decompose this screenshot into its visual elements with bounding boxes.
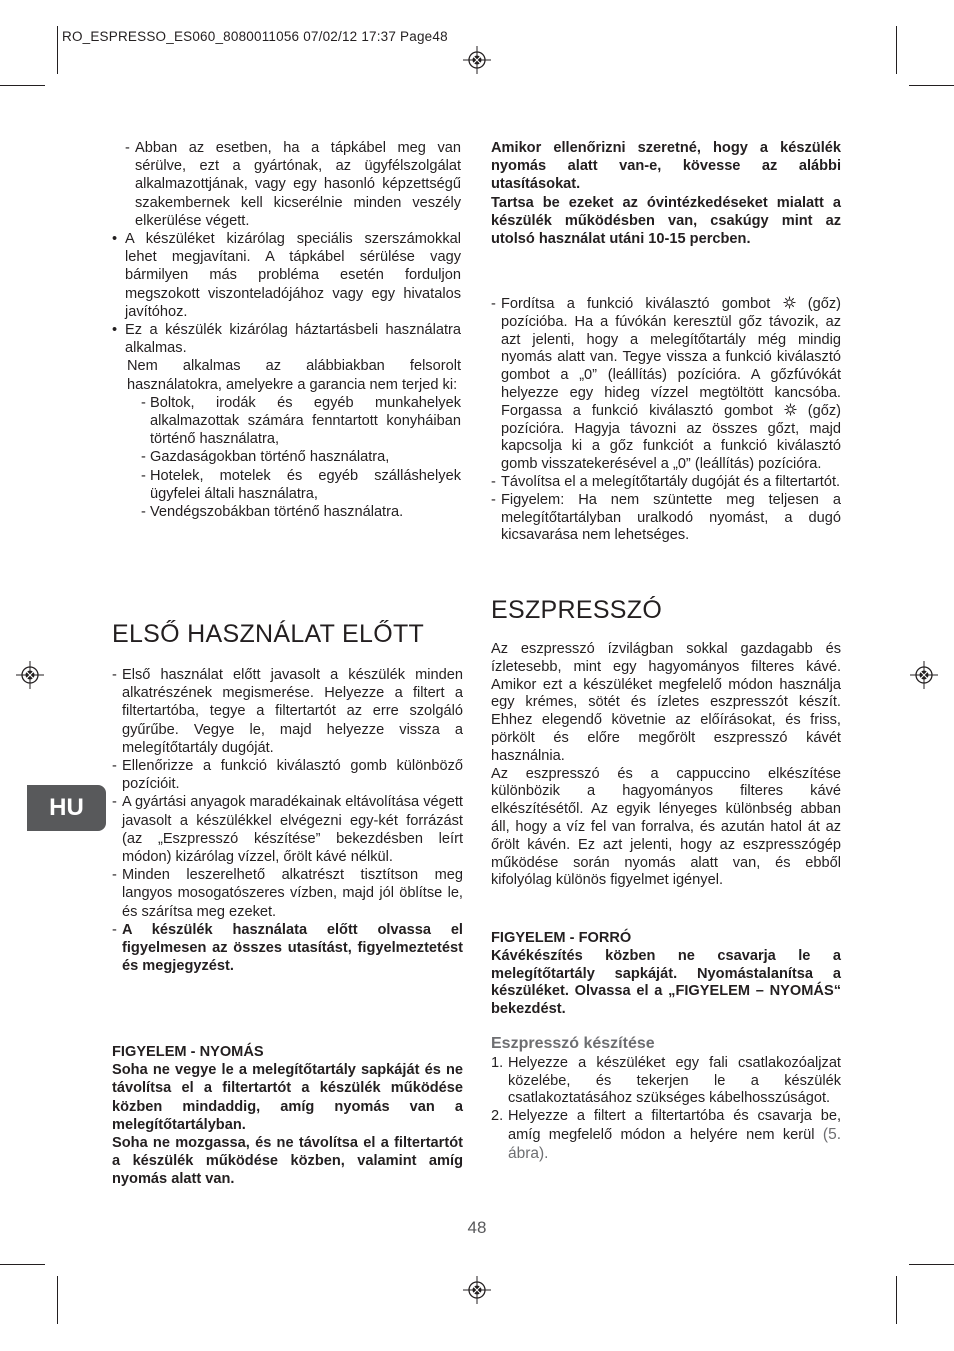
crop-mark (0, 85, 45, 86)
dash-marker: - (112, 794, 117, 811)
dash-marker: - (491, 296, 496, 312)
warning-title: FIGYELEM - NYOMÁS (112, 1044, 264, 1060)
warning-title: FIGYELEM - FORRÓ (491, 930, 632, 946)
crop-mark (909, 85, 954, 86)
dash-marker: - (112, 867, 117, 884)
list-item: A készülék használata előtt olvassa el figyelmesen az összes utasítást, figyelmeztetést és megjegyzést. (122, 921, 463, 975)
paragraph: Az eszpresszó ízvilágban sokkal gazdagabb és ízletesebb, mint egy hagyományos filteres kávé. Amikor ezt a készüléket megfelelő módon használja egy krémes, sötét és ízletes eszpresszót készít. Ehhez elegendő követnie az előírásokat, és friss, pörkölt és előre megőrölt eszpresszó kávét használnia. (491, 641, 841, 764)
step-text: Helyezze a filtert a filtertartóba és csavarja be, amíg megfelelő módon a helyére nem kerül (508, 1108, 841, 1143)
paragraph: Az eszpresszó és a cappuccino elkészítése különbözik a hagyományos filteres kávé elkészítésétől. Az egyik lényeges különbség abban áll, hogy a víz fel van forralva, és azután hatol át az őrölt kávén. Ez azt jelenti, hogy az eszpresszógép működése során nyomás alatt van, és ebből kifolyólag különös figyelmet igényel. (491, 765, 841, 889)
dash-marker: - (491, 473, 496, 490)
warning-text: Soha ne mozgassa, és ne távolítsa el a filtertartót a készülék működése közben, valamint amíg nyomás alatt van. (112, 1135, 463, 1188)
numbered-item (508, 1108, 841, 1163)
step-text: (gőz) pozícióra. Hagyja távozni az összes gőzt, majd kapcsolja ki a gőz funkciót a funkció kiválasztó gomb visszatekerésével a „0” (leállítás) pozícióra. (501, 402, 841, 473)
list-item: Minden leszerelhető alkatrészt tisztítson meg langyos mosogatószeres vízben, majd jól öblítse le, és szárítsa meg ezeket. (122, 867, 463, 920)
bullet-item: Ez a készülék kizárólag háztartásbeli használatra alkalmas. (125, 322, 461, 357)
section-title: ESZPRESSZÓ (491, 596, 663, 624)
crop-mark (57, 1276, 58, 1324)
list-number: 1. (491, 1054, 504, 1071)
subsection-title: Eszpresszó készítése (491, 1035, 655, 1052)
dash-marker: - (125, 140, 130, 156)
registration-mark-icon (463, 46, 491, 74)
step-text: (gőz) pozícióba. Ha a fúvókán keresztül gőz távozik, az azt jelenti, hogy a melegítőtartály még mindig nyomás alatt van. Tegye vissza a funkció kiválasztó gombot a „0” (leállítás) pozícióra. A gőzfúvókát helyezze egy hideg vízzel megtöltött kancsóba. Forgassa a funkció kiválasztó gombot (501, 296, 841, 419)
left-warning (112, 1043, 463, 1189)
crop-mark (896, 26, 897, 74)
crop-mark (0, 1264, 45, 1265)
dash-marker: - (141, 394, 146, 411)
warning-text: Soha ne vegye le a melegítőtartály sapkáját és ne távolítsa el a filtertartót a készülék működése közben mindaddig, amíg nyomás van a melegítőtartályban. (112, 1062, 463, 1133)
print-header: RO_ESPRESSO_ES060_8080011056 07/02/12 17:37 Page48 (62, 29, 448, 44)
step-text: Fordítsa a funkció kiválasztó gombot (501, 296, 771, 312)
list-item: Figyelem: Ha nem szüntette meg teljesen a melegítőtartályban uralkodó nyomást, a dugó kicsavarása nem lehetséges. (501, 491, 841, 544)
list-item: Boltok, irodák és egyéb munkahelyek alkalmazottak számára fenntartott konyháiban történő használatra, (150, 394, 461, 448)
intro-text: Amikor ellenőrizni szeretné, hogy a készülék nyomás alatt van-e, kövesse az alábbi utasításokat. (491, 140, 841, 193)
list-number: 2. (491, 1108, 504, 1125)
right-column-body (491, 641, 841, 890)
left-column-top (112, 139, 461, 521)
list-item: Ellenőrizze a funkció kiválasztó gomb különböző pozícióit. (122, 758, 463, 793)
dash-marker: - (491, 491, 496, 508)
bullet-icon: • (112, 322, 118, 339)
figure-reference: (5. ábra). (508, 1125, 841, 1162)
numbered-item: Helyezze a készüléket egy fali csatlakozóaljzat közelébe, és tekerjen le a készülék csatlakoztatásához szükséges kábelhosszúságot. (508, 1054, 841, 1107)
registration-mark-icon (16, 661, 44, 689)
steam-symbol-icon (783, 296, 796, 309)
right-warning (491, 930, 841, 1019)
paragraph: Abban az esetben, ha a tápkábel meg van sérülve, ezt a gyártónak, az ügyfélszolgálat alkalmazottjának, vagy egy hasonló képzettségű szakembernek kell kicserélnie minden veszély elkerülése végett. (135, 140, 461, 229)
list-item: Hotelek, motelek és egyéb szálláshelyek ügyfelei általi használatra, (150, 467, 461, 502)
list-item: A gyártási anyagok maradékainak eltávolítása végett javasolt a készülékkel elvégezni egy-két forrázást (az „Eszpresszó készítése” bekezdésben leírt módon) kizárólag vízzel, őrölt kávé nélkül. (122, 794, 463, 866)
registration-mark-icon (910, 661, 938, 689)
steam-symbol-icon (784, 403, 797, 416)
dash-marker: - (112, 758, 117, 775)
list-item: Gazdaságokban történő használatra, (150, 449, 390, 466)
page-number: 48 (467, 1218, 487, 1237)
dash-marker: - (141, 467, 146, 484)
language-tab: HU (27, 785, 106, 831)
section-title: ELSŐ HASZNÁLAT ELŐTT (112, 620, 425, 648)
crop-mark (57, 26, 58, 74)
warning-text: Kávékészítés közben ne csavarja le a melegítőtartály sapkáját. Nyomástalanítsa a készüléket. Olvassa el a „FIGYELEM – NYOMÁS“ bekezdést. (491, 947, 841, 1018)
list-item: Vendégszobákban történő használatra. (150, 504, 404, 521)
paragraph: Nem alkalmas az alábbiakban felsorolt használatokra, amelyekre a garancia nem terjed ki: (127, 358, 461, 393)
list-item: Első használat előtt javasolt a készülék minden alkatrészének megismerése. Helyezze a filtert a filtertartóba, tegye a filtertartót az erre szolgáló gyűrűbe. Vegye le, majd helyezze vissza a melegítőtartály dugóját. (122, 667, 463, 756)
intro-text: Tartsa be ezeket az óvintézkedéseket mialatt a készülék működésben van, csakúgy mint az utolsó használat utáni 10-15 percben. (491, 194, 841, 248)
right-column-steps (491, 296, 841, 545)
left-column-list (112, 666, 463, 975)
crop-mark (909, 1264, 954, 1265)
dash-marker: - (141, 504, 146, 521)
bullet-icon: • (112, 231, 118, 248)
right-subsection (491, 1035, 841, 1164)
registration-mark-icon (463, 1276, 491, 1304)
dash-marker: - (112, 921, 117, 938)
list-item (501, 296, 841, 474)
right-column-top (491, 139, 841, 248)
list-item: Távolítsa el a melegítőtartály dugóját és a filtertartót. (501, 473, 841, 490)
dash-marker: - (141, 449, 146, 466)
dash-marker: - (112, 667, 117, 683)
bullet-item: A készüléket kizárólag speciális szerszámokkal lehet megjavítani. A tápkábel sérülése vagy bármilyen más probléma esetén forduljon megszokott viszonteladójához vagy egy hivatalos javítóhoz. (125, 231, 461, 320)
crop-mark (896, 1276, 897, 1324)
